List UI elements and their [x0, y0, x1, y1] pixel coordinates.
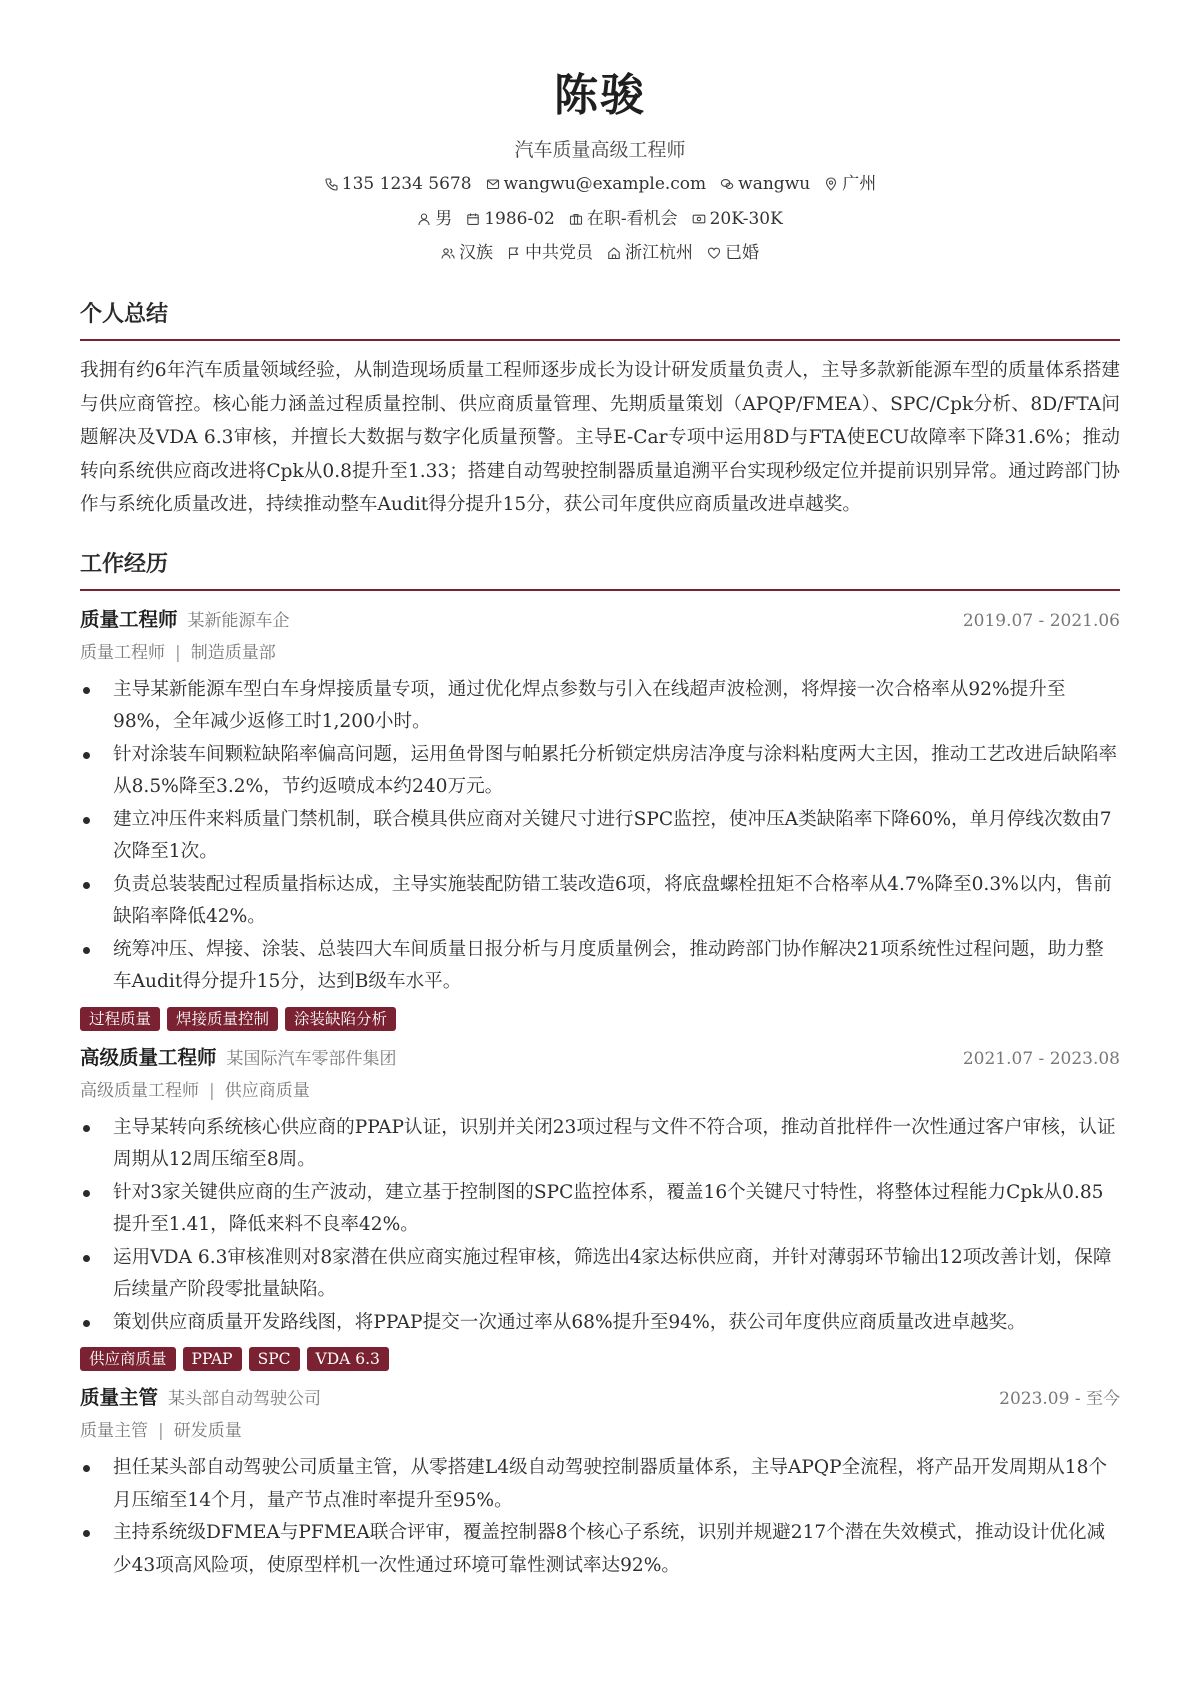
job-header-left: [80, 605, 290, 636]
info-text: 中共党员: [525, 243, 593, 263]
job-role: 质量工程师: [80, 642, 165, 663]
bullet-item: 针对涂装车间颗粒缺陷率偏高问题，运用鱼骨图与帕累托分析锁定烘房洁净度与涂料粘度两大主因，推动工艺改进后缺陷率从8.5%降至3.2%，节约返喷成本约240万元。: [80, 739, 1120, 804]
skill-tag: PPAP: [183, 1347, 242, 1371]
bullet-item: 主导某转向系统核心供应商的PPAP认证，识别并关闭23项过程与文件不符合项，推动首批样件一次性通过客户审核，认证周期从12周压缩至8周。: [80, 1112, 1120, 1177]
info-item: [569, 207, 678, 231]
job-title-headline: 汽车质量高级工程师: [514, 139, 686, 161]
job-title: 高级质量工程师: [80, 1045, 217, 1069]
resume-header: [0, 0, 1200, 265]
job-header: [80, 1043, 1120, 1074]
skill-tag: VDA 6.3: [307, 1347, 389, 1371]
info-text: 在职-看机会: [586, 209, 678, 229]
skill-tag: 涂装缺陷分析: [285, 1007, 396, 1031]
job-entry: [80, 1383, 1120, 1582]
personal-info-row: [0, 207, 1200, 231]
info-item: [324, 172, 472, 196]
money-icon: [692, 212, 706, 226]
info-text: 20K-30K: [709, 209, 783, 229]
bullet-item: 主导某新能源车型白车身焊接质量专项，通过优化焊点参数与引入在线超声波检测，将焊接一次合格率从92%提升至98%，全年减少返修工时1,200小时。: [80, 674, 1120, 739]
job-list: [80, 605, 1120, 1583]
job-role: 高级质量工程师: [80, 1080, 199, 1101]
info-item: [486, 172, 707, 196]
candidate-name: 陈骏: [554, 70, 646, 121]
separator: |: [209, 1080, 215, 1101]
info-text: 已婚: [725, 243, 759, 263]
job-company: 某头部自动驾驶公司: [168, 1389, 322, 1409]
job-header: [80, 605, 1120, 636]
info-item: [720, 172, 810, 196]
job-title: 质量工程师: [80, 607, 178, 631]
info-text: 广州: [842, 174, 877, 194]
bullet-item: 主持系统级DFMEA与PFMEA联合评审，覆盖控制器8个核心子系统，识别并规避217个潜在失效模式，推动设计优化减少43项高风险项，使原型样机一次性通过环境可靠性测试率达92%。: [80, 1517, 1120, 1582]
heart-icon: [707, 246, 721, 260]
info-text: 135 1234 5678: [341, 174, 472, 194]
skill-tags: [80, 1347, 1120, 1371]
job-company: 某新能源车企: [187, 610, 290, 631]
section-divider: [80, 589, 1120, 591]
work-experience-section: [80, 549, 1120, 1583]
info-item: [607, 241, 693, 265]
job-header: [80, 1383, 1120, 1414]
job-header-left: [80, 1383, 321, 1414]
section-title-work: 工作经历: [80, 550, 169, 577]
job-entry: [80, 1043, 1120, 1372]
contact-info-row: [0, 172, 1200, 196]
skill-tag: 过程质量: [80, 1007, 160, 1031]
info-item: [507, 241, 593, 265]
bullet-item: 担任某头部自动驾驶公司质量主管，从零搭建L4级自动驾驶控制器质量体系，主导APQP全流程，将产品开发周期从18个月压缩至14个月，量产节点准时率提升至95%。: [80, 1452, 1120, 1517]
separator: |: [158, 1421, 164, 1441]
calendar-icon: [466, 212, 480, 226]
job-role: 质量主管: [80, 1421, 148, 1441]
bullet-item: 统筹冲压、焊接、涂装、总装四大车间质量日报分析与月度质量例会，推动跨部门协作解决21项系统性过程问题，助力整车Audit得分提升15分，达到B级车水平。: [80, 934, 1120, 999]
job-header-left: [80, 1043, 397, 1074]
job-bullets: [80, 1112, 1120, 1340]
info-item: [441, 241, 493, 265]
skill-tag: 供应商质量: [80, 1347, 176, 1371]
job-date: 2023.09 - 至今: [999, 1389, 1120, 1409]
flag-icon: [507, 246, 521, 260]
job-date: 2021.07 - 2023.08: [962, 1048, 1120, 1069]
section-title-summary: 个人总结: [80, 301, 169, 327]
bullet-item: 负责总装装配过程质量指标达成，主导实施装配防错工装改造6项，将底盘螺栓扭矩不合格率从4.7%降至0.3%以内，售前缺陷率降低42%。: [80, 869, 1120, 934]
job-subheader: [80, 1416, 1120, 1446]
separator: |: [175, 642, 181, 663]
summary-section: [80, 299, 1120, 522]
job-department: 供应商质量: [224, 1080, 310, 1101]
info-item: [692, 207, 783, 231]
job-bullets: [80, 674, 1120, 999]
job-department: 研发质量: [173, 1421, 242, 1441]
summary-text: 我拥有约6年汽车质量领域经验，从制造现场质量工程师逐步成长为设计研发质量负责人，主导多款新能源车型的质量体系搭建与供应商管控。核心能力涵盖过程质量控制、供应商质量管理、先期质量策划（APQP/FMEA）、SPC/Cpk分析、8D/FTA问题解决及VDA 6.3审核，并擅长大数据与数字化质量预警。主导E-Car专项中运用8D与FTA使ECU故障率下降31.6%；推动转向系统供应商改进将Cpk从0.8提升至1.33；搭建自动驾驶控制器质量追溯平台实现秒级定位并提前识别异常。通过跨部门协作与系统化质量改进，持续推动整车Audit得分提升15分，获公司年度供应商质量改进卓越奖。: [80, 360, 1120, 515]
job-department: 制造质量部: [190, 642, 276, 663]
skill-tag: 焊接质量控制: [167, 1007, 278, 1031]
job-title: 质量主管: [80, 1386, 159, 1409]
info-item: [417, 207, 452, 231]
people-icon: [441, 246, 455, 260]
location-icon: [824, 177, 838, 191]
user-icon: [417, 212, 431, 226]
info-item: [824, 172, 876, 196]
info-text: wangwu@example.com: [503, 174, 707, 194]
home-icon: [607, 246, 621, 260]
phone-icon: [324, 177, 338, 191]
job-date: 2019.07 - 2021.06: [962, 610, 1120, 631]
info-text: wangwu: [738, 174, 811, 194]
info-text: 1986-02: [484, 209, 555, 229]
extra-info-row: [0, 241, 1200, 265]
skill-tags: [80, 1007, 1120, 1031]
bullet-item: 针对3家关键供应商的生产波动，建立基于控制图的SPC监控体系，覆盖16个关键尺寸特性，将整体过程能力Cpk从0.85提升至1.41，降低来料不良率42%。: [80, 1177, 1120, 1242]
info-item: [466, 207, 555, 231]
bullet-item: 运用VDA 6.3审核准则对8家潜在供应商实施过程审核，筛选出4家达标供应商，并针对薄弱环节输出12项改善计划，保障后续量产阶段零批量缺陷。: [80, 1242, 1120, 1307]
info-text: 男: [435, 209, 453, 229]
bullet-item: 建立冲压件来料质量门禁机制，联合模具供应商对关键尺寸进行SPC监控，使冲压A类缺陷率下降60%，单月停线次数由7次降至1次。: [80, 804, 1120, 869]
info-item: [707, 241, 759, 265]
job-subheader: [80, 638, 1120, 668]
job-company: 某国际汽车零部件集团: [226, 1048, 397, 1069]
briefcase-icon: [569, 212, 583, 226]
skill-tag: SPC: [249, 1347, 300, 1371]
job-subheader: [80, 1076, 1120, 1106]
section-divider: [80, 339, 1120, 341]
job-entry: [80, 605, 1120, 1031]
bullet-item: 策划供应商质量开发路线图，将PPAP提交一次通过率从68%提升至94%，获公司年度供应商质量改进卓越奖。: [80, 1307, 1120, 1340]
info-text: 浙江杭州: [625, 243, 693, 263]
job-bullets: [80, 1452, 1120, 1582]
info-text: 汉族: [459, 243, 493, 263]
wechat-icon: [720, 177, 734, 191]
mail-icon: [486, 177, 500, 191]
